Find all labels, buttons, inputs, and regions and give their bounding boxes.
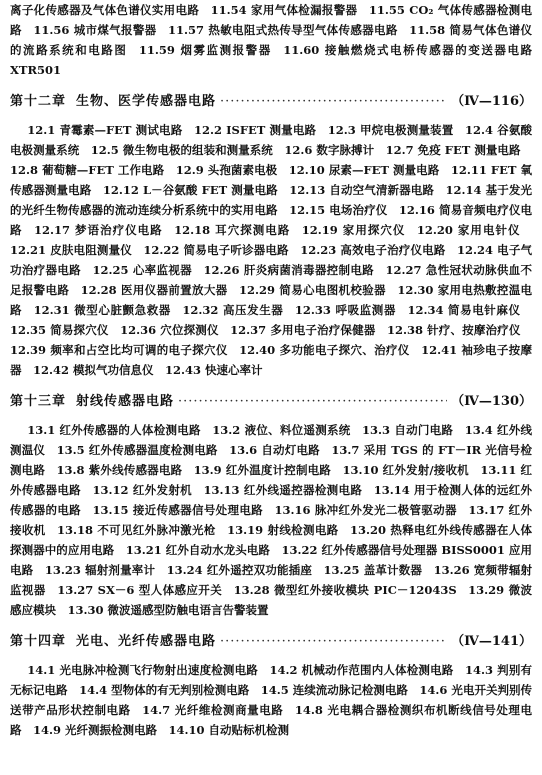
toc-entry: 12.26 肝炎病菌消毒器控制电路 [203,263,375,277]
chapter-heading [10,392,532,412]
toc-entry: 13.28 微型红外接收模块 PIC－12043S [233,583,457,597]
toc-entry: 12.1 青霉素—FET 测试电路 [27,123,183,137]
chapter-number: 第十四章 [10,634,67,649]
chapter-12 [10,92,532,380]
toc-entry: 13.10 红外发射/接收机 [342,463,469,477]
toc-entry: 12.19 家用探穴仪 [301,223,406,237]
toc-entry: 13.12 红外发射机 [92,483,193,497]
toc-entry: 12.34 简易电针麻仪 [407,303,521,317]
toc-entry: 14.10 自动贴标机检测 [168,723,290,737]
toc-entry: 12.37 多用电子治疗保健器 [230,323,376,337]
toc-entry: 12.41 袖珍电子按摩器 [10,343,533,377]
toc-entry: 13.13 红外线遥控器检测电路 [203,483,363,497]
toc-entry: 12.27 急性冠状动脉供血不足报警电路 [10,263,533,297]
toc-entry: 12.42 模拟气功信息仪 [33,363,154,377]
toc-entry: 14.1 光电脉冲检测飞行物射出速度检测电路 [27,663,258,677]
chapter-entries [10,660,532,740]
toc-entry: 12.36 穴位探测仪 [120,323,219,337]
toc-entry: 12.35 简易探穴仪 [10,323,109,337]
toc-entry: 12.32 高压发生器 [182,303,284,317]
chapter-page-ref: （Ⅳ—130） [451,394,532,409]
toc-entry: 12.4 谷氨酸电极测量系统 [10,123,533,157]
toc-entry: 14.4 型物体的有无判别检测电路 [79,683,250,697]
toc-entry: 14.2 机械动作范围内人体检测电路 [269,663,454,677]
toc-entry: 12.40 多功能电子探穴、治疗仪 [239,343,410,357]
chapter-entries [10,120,532,380]
chapter-14 [10,632,532,740]
toc-entry: 12.2 ISFET 测量电路 [193,123,317,137]
toc-entry: 13.8 紫外线传感器电路 [56,463,183,477]
chapter-title: 射线传感器电路 [76,394,175,409]
toc-entry: 12.17 梦语治疗仪电路 [34,223,163,237]
chapter-heading [10,632,532,652]
leader-dots [178,392,447,412]
toc-entry: 11.54 家用气体检漏报警器 [210,3,358,17]
toc-entry: 12.15 电场治疗仪 [289,203,388,217]
toc-entry: 12.31 微型心脏颤急救器 [33,303,171,317]
toc-entry: 12.22 简易电子听诊器电路 [143,243,289,257]
chapter-number: 第十二章 [10,94,67,109]
toc-entry: 11.58 简易气体色谱仪的流路系统和电路图 [10,23,533,57]
toc-entry: 12.39 频率和占空比均可调的电子探穴仪 [10,343,228,357]
toc-entry: 13.22 红外传感器信号处理器 BISS0001 应用电路 [10,543,533,577]
toc-entry: 13.18 不可见红外脉冲激光枪 [57,523,216,537]
toc-entry: 13.6 自动灯电路 [229,443,320,457]
toc-entry: 13.24 红外遥控双功能插座 [166,563,312,577]
toc-entry: 12.28 医用仪器前置放大器 [80,283,228,297]
toc-entry: 11.56 城市煤气报警器 [33,23,157,37]
toc-entry: 12.21 皮肤电阻测量仪 [10,243,132,257]
toc-entry: 14.6 光电开关判别传送带产品形状控制电路 [10,683,533,717]
toc-entry: 13.14 用于检测人体的远红外传感器的电路 [10,483,533,517]
toc-entry: 14.5 连续流动脉记检测电路 [260,683,408,697]
toc-entry: 11.59 烟雾监测报警器 [138,43,272,57]
toc-entry: 13.25 盖革计数器 [323,563,423,577]
chapter-entries [10,420,532,620]
toc-entry: 13.23 辐射剂量率计 [44,563,156,577]
toc-entry: 13.26 宽频带辐射监视器 [10,563,533,597]
leader-dots [220,632,447,652]
chapter-title: 光电、光纤传感器电路 [76,634,217,649]
toc-entry: 12.24 电子气功治疗器电路 [10,243,533,277]
toc-entry: 13.7 采用 TGS 的 FT－IR 光信号检测电路 [10,443,532,477]
toc-entry: 11.55 CO₂ 气体传感器检测电路 [10,3,533,37]
toc-entry: 14.9 光纤测振检测电路 [33,723,158,737]
toc-entry: 12.5 微生物电极的组装和测量系统 [90,143,273,157]
toc-entry: 13.27 SX－6 型人体感应开关 [57,583,223,597]
toc-entry: 12.13 自动空气清新器电路 [289,183,434,197]
toc-entry: 13.19 射线检测电路 [227,523,339,537]
toc-entry: 11.60 接触燃烧式电桥传感器的变送器电路 XTR501 [10,43,533,77]
toc-entry: 13.16 脉冲红外发光二极管驱动器 [274,503,457,517]
toc-entry: 13.29 微波感应模块 [10,583,532,617]
toc-entry: 12.14 基于发光的光纤生物传感器的流动连续分析系统中的实用电路 [10,183,532,217]
toc-entry: 12.10 尿素—FET 测量电路 [288,163,440,177]
toc-entry: 11.57 热敏电阻式热传导型气体传感器电路 [168,23,398,37]
toc-entry: 14.7 光纤维检测商量电路 [142,703,284,717]
toc-entry: 13.2 液位、料位遥测系统 [212,423,351,437]
toc-entry: 13.20 热释电红外线传感器在人体探测器中的应用电路 [10,523,533,557]
chapter-number: 第十三章 [10,394,67,409]
toc-entry: 13.17 红外接收机 [10,503,533,537]
toc-entry: 13.1 红外传感器的人体检测电路 [27,423,201,437]
toc-entry: 12.30 家用电热敷控温电路 [10,283,533,317]
toc-entry: 14.3 判别有无标记电路 [10,663,532,697]
toc-entry: 12.43 快速心率计 [165,363,263,377]
toc-entry: 13.3 自动门电路 [362,423,454,437]
toc-entry: 12.8 葡萄糖—FET 工作电路 [10,163,165,177]
toc-entry: 12.25 心率监视器 [92,263,193,277]
toc-entry: 13.30 微波遥感型防触电语言告警装置 [67,603,269,617]
toc-entry: 12.9 头孢菌素电极 [175,163,278,177]
toc-entry: 12.29 简易心电图机校验器 [239,283,386,297]
toc-entry: 14.8 光电耦合器检测织布机断线信号处理电路 [10,703,533,737]
toc-entry: 12.20 家用电针仪 [416,223,521,237]
toc-entry: 13.21 红外自动水龙头电路 [125,543,270,557]
toc-entry: 12.18 耳穴探测电路 [174,223,291,237]
toc-entry: 13.15 接近传感器信号处理电路 [92,503,263,517]
toc-entry: 12.33 呼吸监测器 [294,303,396,317]
chapter-13 [10,392,532,620]
leader-dots [220,92,447,112]
toc-entry: 12.6 数字脉搏计 [284,143,375,157]
toc-entry: 12.11 FET 氧传感器测量电路 [10,163,532,197]
intro-paragraph [10,0,532,80]
toc-entry: 离子化传感器及气体色谱仪实用电路 [10,3,200,17]
chapter-title: 生物、医学传感器电路 [76,94,217,109]
toc-entry: 13.11 红外传感器电路 [10,463,533,497]
toc-entry: 12.23 高效电子治疗仪电路 [300,243,446,257]
chapter-heading [10,92,532,112]
chapter-page-ref: （Ⅳ—141） [451,634,532,649]
toc-entry: 12.12 L－谷氨酸 FET 测量电路 [102,183,278,197]
toc-entry: 12.38 针疗、按摩治疗仪 [386,323,521,337]
toc-entry: 13.5 红外传感器温度检测电路 [56,443,218,457]
toc-entry: 13.4 红外线测温仪 [10,423,533,457]
chapter-page-ref: （Ⅳ—116） [451,94,532,109]
toc-entry: 13.9 红外温度计控制电路 [193,463,331,477]
toc-entry: 12.3 甲烷电极测量装置 [327,123,454,137]
toc-entry: 12.16 简易音频电疗仪电路 [10,203,533,237]
toc-entry: 12.7 免疫 FET 测量电路 [385,143,521,157]
